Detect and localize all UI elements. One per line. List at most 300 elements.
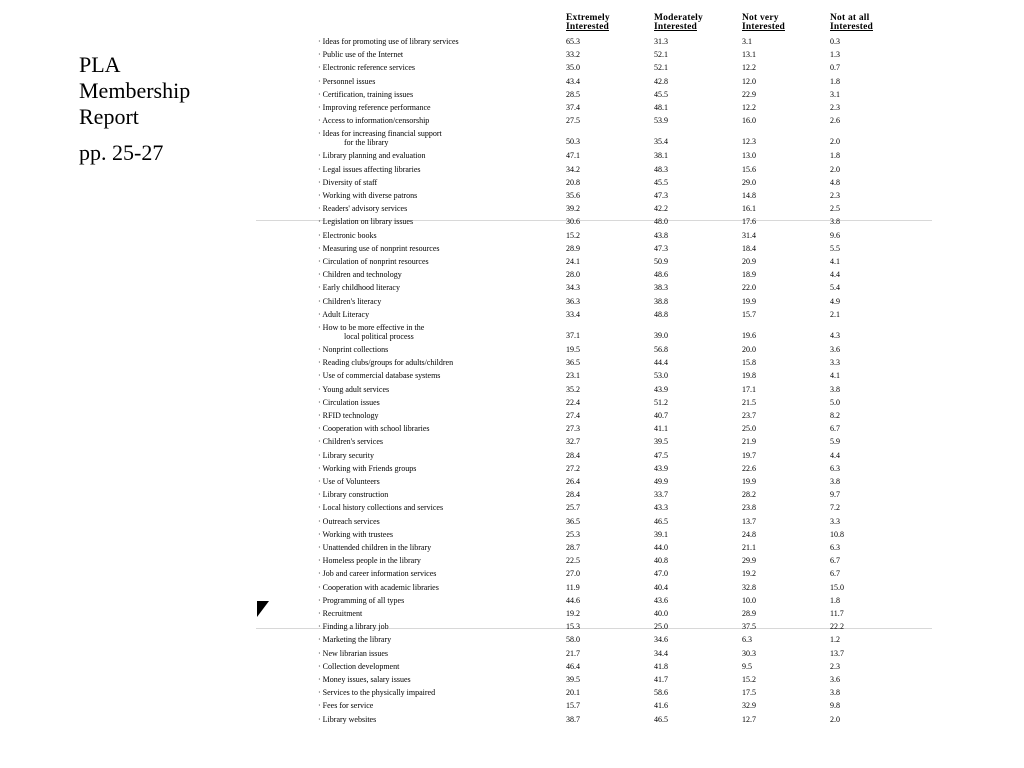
cell-value: 28.4 [566,490,580,500]
row-label [318,689,558,698]
cell-value: 18.9 [742,270,756,280]
row-label [318,623,558,632]
cell-value: 6.3 [830,543,840,552]
cell-value: 25.0 [742,424,756,434]
cell-value: 20.0 [742,345,756,354]
row-label-text: · How to be more effective in the [318,323,425,332]
row-label-text: · Recruitment [318,609,363,618]
row-label [318,104,558,113]
row-label-text: · Unattended children in the library [318,543,432,552]
row-label-text: · Money issues, salary issues [318,675,411,684]
row-label-text: · Working with diverse patrons [318,191,418,200]
cell-value: 4.3 [830,331,840,340]
cell-value: 1.8 [830,76,840,86]
cell-value: 28.2 [742,490,756,500]
cell-value: 38.8 [654,296,668,306]
row-label-text: · Library security [318,450,374,460]
row-label [318,152,558,161]
row-label [318,205,558,214]
cell-value: 8.2 [830,411,840,420]
row-label [318,557,558,566]
cell-value: 18.4 [742,243,756,253]
cell-value: 28.9 [742,609,756,618]
cell-value: 19.6 [742,331,756,340]
cell-value: 48.1 [654,103,668,112]
row-label [318,179,558,188]
cell-value: 3.1 [830,89,840,99]
cell-value: 46.4 [566,661,580,671]
column-header-line-2: Interested [654,22,697,32]
cell-value: 35.2 [566,384,580,394]
row-label [318,359,558,368]
cell-value: 41.6 [654,701,668,711]
row-label-text: · Cooperation with school libraries [318,424,430,434]
row-label-text: · Library planning and evaluation [318,151,426,161]
cell-value: 29.9 [742,556,756,566]
cell-value: 47.5 [654,450,668,460]
cell-value: 6.7 [830,569,840,579]
row-label [318,570,558,579]
cell-value: 15.7 [566,701,580,711]
cell-value: 34.2 [566,164,580,174]
cell-value: 37.4 [566,103,580,112]
cell-value: 28.9 [566,243,580,253]
cell-value: 34.6 [654,635,668,645]
cell-value: 65.3 [566,37,580,46]
row-label [318,663,558,672]
cell-value: 32.7 [566,437,580,447]
row-label [318,597,558,606]
cell-value: 42.2 [654,204,668,214]
cell-value: 46.5 [654,714,668,724]
row-label-text: · Early childhood literacy [318,283,400,293]
row-label-text: · Local history collections and services [318,503,444,513]
cell-value: 52.1 [654,50,668,60]
cell-value: 43.3 [654,503,668,513]
cell-value: 48.8 [654,309,668,319]
row-label [318,346,558,355]
cell-value: 22.2 [830,622,844,632]
cell-value: 22.5 [566,556,580,566]
cell-value: 39.5 [654,437,668,447]
cell-value: 25.0 [654,622,668,632]
row-label-text: · Electronic books [318,230,377,240]
cell-value: 35.0 [566,63,580,73]
cell-value: 35.6 [566,191,580,200]
row-label [318,636,558,645]
row-label-text-continued: for the library [344,137,389,147]
row-label-text: · Adult Literacy [318,309,370,319]
cell-value: 3.1 [742,37,752,46]
cell-value: 44.4 [654,358,668,368]
cell-value: 5.4 [830,283,840,293]
row-label-text: · Certification, training issues [318,89,414,99]
cell-value: 22.0 [742,283,756,293]
cell-value: 2.3 [830,103,840,112]
row-label-text: · Access to information/censorship [318,116,430,126]
cell-value: 23.7 [742,411,756,420]
cell-value: 10.0 [742,595,756,605]
row-label [318,117,558,126]
cell-value: 53.0 [654,371,668,381]
cell-value: 20.9 [742,257,756,266]
row-label [318,91,558,100]
cell-value: 29.0 [742,177,756,187]
cell-value: 27.4 [566,411,580,420]
cell-value: 6.7 [830,424,840,434]
cell-value: 28.5 [566,89,580,99]
row-label-text: · Marketing the library [318,635,392,645]
row-label-text: · Use of commercial database systems [318,371,441,381]
row-label-text: · Working with Friends groups [318,463,417,473]
row-label-text: · Services to the physically impaired [318,688,436,698]
cell-value: 46.5 [654,516,668,526]
cell-value: 20.8 [566,177,580,187]
cell-value: 43.9 [654,463,668,473]
cell-value: 41.1 [654,424,668,434]
cell-value: 30.6 [566,217,580,227]
row-label-text: · New librarian issues [318,648,388,658]
cell-value: 40.7 [654,411,668,420]
cell-value: 43.9 [654,384,668,394]
cell-value: 24.1 [566,257,580,266]
row-label [318,232,558,241]
cell-value: 16.0 [742,116,756,126]
cell-value: 3.3 [830,516,840,526]
cell-value: 11.9 [566,582,580,592]
cell-value: 2.3 [830,661,840,671]
cell-value: 17.6 [742,217,756,227]
cell-value: 38.3 [654,283,668,293]
cell-value: 17.5 [742,688,756,698]
cell-value: 37.1 [566,331,580,340]
row-label-text: · Outreach services [318,516,380,526]
cell-value: 31.3 [654,37,668,46]
row-label [318,531,558,540]
row-label [318,702,558,711]
cell-value: 47.3 [654,243,668,253]
row-label-text: · Ideas for promoting use of library services [318,37,459,46]
cell-value: 13.1 [742,50,756,60]
cell-value: 25.7 [566,503,580,513]
cell-value: 24.8 [742,529,756,539]
cell-value: 21.9 [742,437,756,447]
row-label [318,311,558,320]
cell-value: 17.1 [742,384,756,394]
row-label [318,412,558,421]
row-label-text: · Programming of all types [318,595,405,605]
corner-mark [257,601,269,617]
cell-value: 9.5 [742,661,752,671]
row-label-text: · Young adult services [318,384,390,394]
cell-value: 4.1 [830,371,840,381]
column-header [654,14,703,32]
row-label-text: · Library websites [318,714,377,724]
cell-value: 33.4 [566,309,580,319]
cell-value: 4.9 [830,296,840,306]
cell-value: 19.2 [742,569,756,579]
cell-value: 39.5 [566,675,580,684]
row-label-text: · Ideas for increasing financial support [318,129,442,139]
cell-value: 47.0 [654,569,668,579]
cell-value: 9.6 [830,230,840,240]
cell-value: 2.0 [830,714,840,724]
cell-value: 22.4 [566,397,580,407]
cell-value: 27.3 [566,424,580,434]
cell-value: 16.1 [742,204,756,214]
cell-value: 23.8 [742,503,756,513]
cell-value: 37.5 [742,622,756,632]
row-label-text: · Collection development [318,661,400,671]
cell-value: 25.3 [566,529,580,539]
cell-value: 6.7 [830,556,840,566]
cell-value: 21.1 [742,543,756,552]
cell-value: 19.2 [566,609,580,618]
column-header-line-2: Interested [742,22,785,32]
cell-value: 45.5 [654,177,668,187]
row-label [318,64,558,73]
cell-value: 0.3 [830,37,840,46]
cell-value: 3.8 [830,477,840,486]
row-label-text: · Readers' advisory services [318,204,408,214]
cell-value: 9.8 [830,701,840,711]
row-label-text: · Electronic reference services [318,63,416,73]
cell-value: 41.7 [654,675,668,684]
cell-value: 21.7 [566,648,580,658]
cell-value: 3.6 [830,345,840,354]
row-label [318,399,558,408]
row-label-text: · Nonprint collections [318,345,389,354]
row-label-text: · Finding a library job [318,622,389,632]
row-label-text: · Circulation of nonprint resources [318,257,429,266]
cell-value: 5.5 [830,243,840,253]
row-label-text: · Public use of the Internet [318,50,404,60]
cell-value: 19.9 [742,296,756,306]
row-label [318,491,558,500]
cell-value: 36.5 [566,358,580,368]
cell-value: 21.5 [742,397,756,407]
cell-value: 12.2 [742,103,756,112]
cell-value: 48.6 [654,270,668,280]
cell-value: 15.2 [566,230,580,240]
row-label [318,298,558,307]
slide-title-line-1: PLA [79,52,121,77]
row-label-text: · RFID technology [318,411,379,420]
row-label [318,271,558,280]
cell-value: 19.5 [566,345,580,354]
cell-value: 34.3 [566,283,580,293]
cell-value: 33.2 [566,50,580,60]
cell-value: 3.6 [830,675,840,684]
column-header-line-2: Interested [830,22,873,32]
cell-value: 28.0 [566,270,580,280]
cell-value: 42.8 [654,76,668,86]
row-label-text: · Personnel issues [318,76,376,86]
row-label-text: · Improving reference performance [318,103,431,112]
cell-value: 43.4 [566,76,580,86]
cell-value: 12.7 [742,714,756,724]
cell-value: 44.0 [654,543,668,552]
row-label [318,38,558,47]
cell-value: 43.6 [654,595,668,605]
row-label-text: · Cooperation with academic libraries [318,582,439,592]
cell-value: 45.5 [654,89,668,99]
cell-value: 39.1 [654,529,668,539]
cell-value: 39.2 [566,204,580,214]
cell-value: 51.2 [654,397,668,407]
cell-value: 6.3 [742,635,752,645]
cell-value: 3.8 [830,217,840,227]
cell-value: 58.6 [654,688,668,698]
cell-value: 4.4 [830,270,840,280]
row-label [318,130,558,147]
cell-value: 11.7 [830,609,844,618]
cell-value: 40.4 [654,582,668,592]
cell-value: 2.3 [830,191,840,200]
row-label [318,610,558,619]
cell-value: 38.1 [654,151,668,161]
cell-value: 15.7 [742,309,756,319]
slide-title-line-2: Membership [79,78,191,103]
cell-value: 13.7 [830,648,844,658]
cell-value: 32.9 [742,701,756,711]
slide-title-block [79,52,249,166]
column-header [830,14,873,32]
cell-value: 1.8 [830,151,840,161]
cell-value: 26.4 [566,477,580,486]
cell-value: 35.4 [654,137,668,147]
cell-value: 28.7 [566,543,580,552]
cell-value: 9.7 [830,490,840,500]
cell-value: 12.0 [742,76,756,86]
cell-value: 3.8 [830,384,840,394]
cell-value: 10.8 [830,529,844,539]
cell-value: 2.0 [830,164,840,174]
cell-value: 33.7 [654,490,668,500]
cell-value: 12.3 [742,137,756,147]
cell-value: 22.9 [742,89,756,99]
cell-value: 36.5 [566,516,580,526]
cell-value: 19.8 [742,371,756,381]
row-label-text: · Reading clubs/groups for adults/children [318,358,454,368]
row-label [318,372,558,381]
column-header [566,14,610,32]
cell-value: 39.0 [654,331,668,340]
row-label-text: · Working with trustees [318,529,393,539]
cell-value: 56.8 [654,345,668,354]
cell-value: 6.3 [830,463,840,473]
row-label-text: · Diversity of staff [318,177,378,187]
row-label [318,716,558,725]
cell-value: 48.3 [654,164,668,174]
cell-value: 1.2 [830,635,840,645]
row-label [318,258,558,267]
cell-value: 23.1 [566,371,580,381]
cell-value: 14.8 [742,191,756,200]
row-label [318,425,558,434]
row-label [318,465,558,474]
page-reference: pp. 25-27 [79,140,164,165]
row-label [318,478,558,487]
row-label-text: · Use of Volunteers [318,477,380,486]
cell-value: 20.1 [566,688,580,698]
column-header-line-1: Moderately [654,13,703,23]
cell-value: 15.2 [742,675,756,684]
cell-value: 36.3 [566,296,580,306]
cell-value: 52.1 [654,63,668,73]
column-header-line-2: Interested [566,22,609,32]
cell-value: 0.7 [830,63,840,73]
cell-value: 50.3 [566,137,580,147]
cell-value: 2.6 [830,116,840,126]
cell-value: 12.2 [742,63,756,73]
cell-value: 58.0 [566,635,580,645]
cell-value: 5.0 [830,397,840,407]
row-label [318,324,558,341]
row-label [318,504,558,513]
cell-value: 2.1 [830,309,840,319]
column-header-line-1: Not very [742,13,779,23]
cell-value: 32.8 [742,582,756,592]
cell-value: 15.8 [742,358,756,368]
cell-value: 2.0 [830,137,840,147]
row-label [318,584,558,593]
row-label [318,284,558,293]
cell-value: 31.4 [742,230,756,240]
cell-value: 38.7 [566,714,580,724]
cell-value: 15.6 [742,164,756,174]
cell-value: 49.9 [654,477,668,486]
cell-value: 47.1 [566,151,580,161]
cell-value: 50.9 [654,257,668,266]
cell-value: 41.8 [654,661,668,671]
row-label [318,438,558,447]
row-label [318,78,558,87]
column-header-line-1: Extremely [566,13,610,23]
cell-value: 4.4 [830,450,840,460]
row-label-text-continued: local political process [344,331,414,341]
cell-value: 4.1 [830,257,840,266]
cell-value: 28.4 [566,450,580,460]
row-label [318,192,558,201]
cell-value: 7.2 [830,503,840,513]
cell-value: 3.3 [830,358,840,368]
cell-value: 13.0 [742,151,756,161]
cell-value: 53.9 [654,116,668,126]
row-label-text: · Job and career information services [318,569,437,579]
cell-value: 44.6 [566,595,580,605]
cell-value: 3.8 [830,688,840,698]
cell-value: 13.7 [742,516,756,526]
cell-value: 19.7 [742,450,756,460]
cell-value: 27.5 [566,116,580,126]
column-header-line-1: Not at all [830,13,870,23]
row-label [318,676,558,685]
row-label [318,386,558,395]
row-label-text: · Measuring use of nonprint resources [318,243,440,253]
cell-value: 30.3 [742,648,756,658]
cell-value: 15.0 [830,582,844,592]
row-label-text: · Legislation on library issues [318,217,414,227]
row-label-text: · Homeless people in the library [318,556,421,566]
row-label-text: · Children's services [318,437,383,447]
cell-value: 27.0 [566,569,580,579]
cell-value: 40.0 [654,609,668,618]
cell-value: 19.9 [742,477,756,486]
row-label [318,51,558,60]
cell-value: 1.3 [830,50,840,60]
row-label-text: · Legal issues affecting libraries [318,164,421,174]
